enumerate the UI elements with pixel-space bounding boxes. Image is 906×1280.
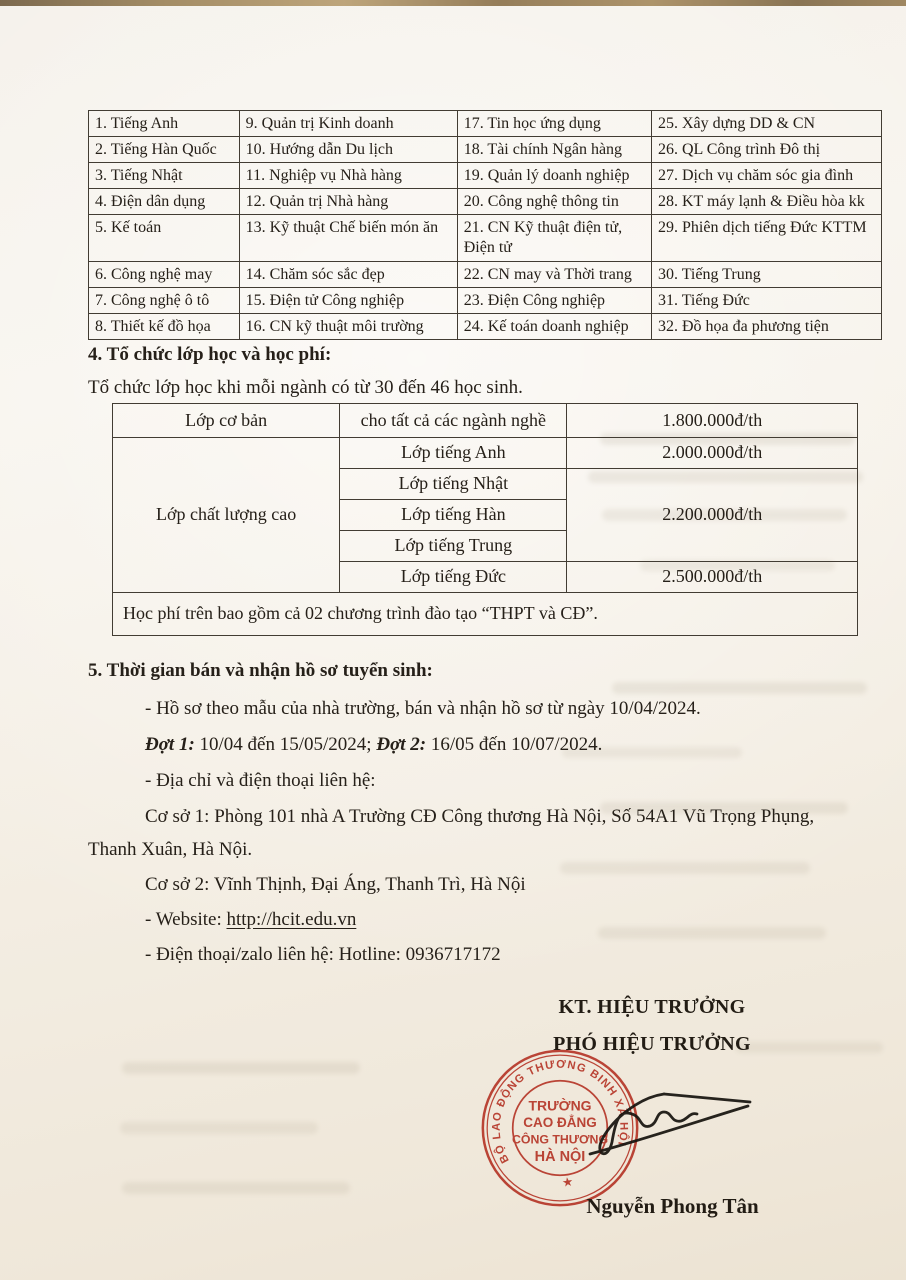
campus2-line: Cơ sở 2: Vĩnh Thịnh, Đại Áng, Thanh Trì, Hà Nội — [145, 874, 526, 895]
majors-cell: 4. Điện dân dụng — [89, 189, 240, 215]
fee-scope: Lớp tiếng Anh — [340, 438, 567, 469]
fee-scope: Lớp tiếng Đức — [340, 562, 567, 593]
contact-line: - Địa chỉ và điện thoại liên hệ: — [145, 770, 376, 791]
majors-cell: 24. Kế toán doanh nghiệp — [457, 314, 651, 340]
majors-cell: 26. QL Công trình Đô thị — [652, 137, 882, 163]
fee-price: 1.800.000đ/th — [567, 404, 858, 438]
majors-cell: 14. Chăm sóc sắc đẹp — [239, 262, 457, 288]
majors-cell: 13. Kỹ thuật Chế biến món ăn — [239, 215, 457, 262]
bleed-through-smudge — [120, 1122, 318, 1134]
majors-row — [89, 215, 882, 262]
bleed-through-smudge — [122, 1062, 360, 1074]
majors-cell: 21. CN Kỹ thuật điện tử, Điện tử — [457, 215, 651, 262]
campus1-part1: Cơ sở 1: Phòng 101 nhà A Trường CĐ Công thương Hà Nội, Số 54A1 Vũ Trọng Phụng, — [145, 806, 815, 827]
batch2-label: Đợt 2: — [376, 734, 427, 755]
majors-cell: 22. CN may và Thời trang — [457, 262, 651, 288]
stamp-line-1: TRƯỜNG — [528, 1097, 592, 1114]
majors-cell: 15. Điện tử Công nghiệp — [239, 288, 457, 314]
stamp-ring-text: BỘ LAO ĐỘNG THƯƠNG BINH XÃ HỘI — [490, 1058, 630, 1165]
section4-intro: Tổ chức lớp học khi mỗi ngành có từ 30 đến 46 học sinh. — [88, 377, 523, 398]
majors-row — [89, 137, 882, 163]
website-label: - Website: — [145, 909, 227, 930]
majors-cell: 16. CN kỹ thuật môi trường — [239, 314, 457, 340]
fee-scope: Lớp tiếng Trung — [340, 531, 567, 562]
stamp-line-3: CÔNG THƯƠNG — [511, 1132, 609, 1147]
campus1-part2: Thanh Xuân, Hà Nội. — [88, 839, 253, 860]
majors-cell: 20. Công nghệ thông tin — [457, 189, 651, 215]
fee-class-label: Lớp cơ bản — [113, 404, 340, 438]
majors-cell: 11. Nghiệp vụ Nhà hàng — [239, 163, 457, 189]
majors-row — [89, 314, 882, 340]
fee-price: 2.000.000đ/th — [567, 438, 858, 469]
section4-heading: 4. Tổ chức lớp học và học phí: — [88, 344, 332, 365]
majors-cell: 8. Thiết kế đồ họa — [89, 314, 240, 340]
signer-title-1: KT. HIỆU TRƯỞNG — [558, 996, 746, 1018]
dossier-line: - Hồ sơ theo mẫu của nhà trường, bán và nhận hồ sơ từ ngày 10/04/2024. — [145, 698, 701, 719]
majors-cell: 3. Tiếng Nhật — [89, 163, 240, 189]
majors-table — [88, 110, 882, 340]
majors-cell: 23. Điện Công nghiệp — [457, 288, 651, 314]
majors-cell: 25. Xây dựng DD & CN — [652, 111, 882, 137]
majors-cell: 29. Phiên dịch tiếng Đức KTTM — [652, 215, 882, 262]
stamp-line-4: HÀ NỘI — [534, 1148, 586, 1165]
website-url: http://hcit.edu.vn — [226, 909, 357, 930]
majors-row — [89, 189, 882, 215]
majors-row — [89, 111, 882, 137]
majors-row — [89, 163, 882, 189]
fee-price: 2.500.000đ/th — [567, 562, 858, 593]
majors-cell: 30. Tiếng Trung — [652, 262, 882, 288]
batch1-dates: 10/04 đến 15/05/2024; — [194, 734, 377, 755]
majors-cell: 6. Công nghệ may — [89, 262, 240, 288]
majors-table-body — [89, 111, 882, 340]
star-icon: ★ — [561, 1174, 575, 1191]
fee-note: Học phí trên bao gồm cả 02 chương trình đào tạo “THPT và CĐ”. — [113, 593, 858, 636]
handwritten-signature — [552, 1072, 767, 1172]
batch2-dates: 16/05 đến 10/07/2024. — [426, 734, 603, 755]
fee-scope: Lớp tiếng Hàn — [340, 500, 567, 531]
fee-row — [113, 404, 858, 438]
fee-row — [113, 438, 858, 469]
fee-row — [113, 593, 858, 636]
fee-scope: cho tất cả các ngành nghề — [340, 404, 567, 438]
majors-cell: 2. Tiếng Hàn Quốc — [89, 137, 240, 163]
batch-dates-line — [88, 728, 870, 761]
majors-cell: 17. Tin học ứng dụng — [457, 111, 651, 137]
website-line — [88, 903, 870, 936]
majors-cell: 18. Tài chính Ngân hàng — [457, 137, 651, 163]
signer-name: Nguyễn Phong Tân — [586, 1194, 759, 1218]
fee-price: 2.200.000đ/th — [567, 469, 858, 562]
majors-row — [89, 288, 882, 314]
signer-title-2: PHÓ HIỆU TRƯỞNG — [553, 1033, 751, 1055]
bleed-through-smudge — [122, 1182, 350, 1194]
majors-row — [89, 262, 882, 288]
majors-cell: 31. Tiếng Đức — [652, 288, 882, 314]
majors-cell: 7. Công nghệ ô tô — [89, 288, 240, 314]
phone-line: - Điện thoại/zalo liên hệ: Hotline: 0936717172 — [145, 944, 501, 965]
majors-cell: 5. Kế toán — [89, 215, 240, 262]
majors-cell: 1. Tiếng Anh — [89, 111, 240, 137]
majors-cell: 9. Quản trị Kinh doanh — [239, 111, 457, 137]
majors-cell: 27. Dịch vụ chăm sóc gia đình — [652, 163, 882, 189]
fee-scope: Lớp tiếng Nhật — [340, 469, 567, 500]
majors-cell: 32. Đồ họa đa phương tiện — [652, 314, 882, 340]
majors-cell: 12. Quản trị Nhà hàng — [239, 189, 457, 215]
section5-heading: 5. Thời gian bán và nhận hồ sơ tuyển sinh: — [88, 660, 433, 681]
batch1-label: Đợt 1: — [145, 734, 195, 755]
scan-edge-strip — [0, 0, 906, 6]
majors-cell: 10. Hướng dẫn Du lịch — [239, 137, 457, 163]
majors-cell: 19. Quản lý doanh nghiệp — [457, 163, 651, 189]
stamp-line-2: CAO ĐẲNG — [523, 1115, 597, 1131]
fee-table — [112, 403, 858, 636]
majors-cell: 28. KT máy lạnh & Điều hòa kk — [652, 189, 882, 215]
campus1-line — [88, 800, 870, 866]
fee-class-label: Lớp chất lượng cao — [113, 438, 340, 593]
